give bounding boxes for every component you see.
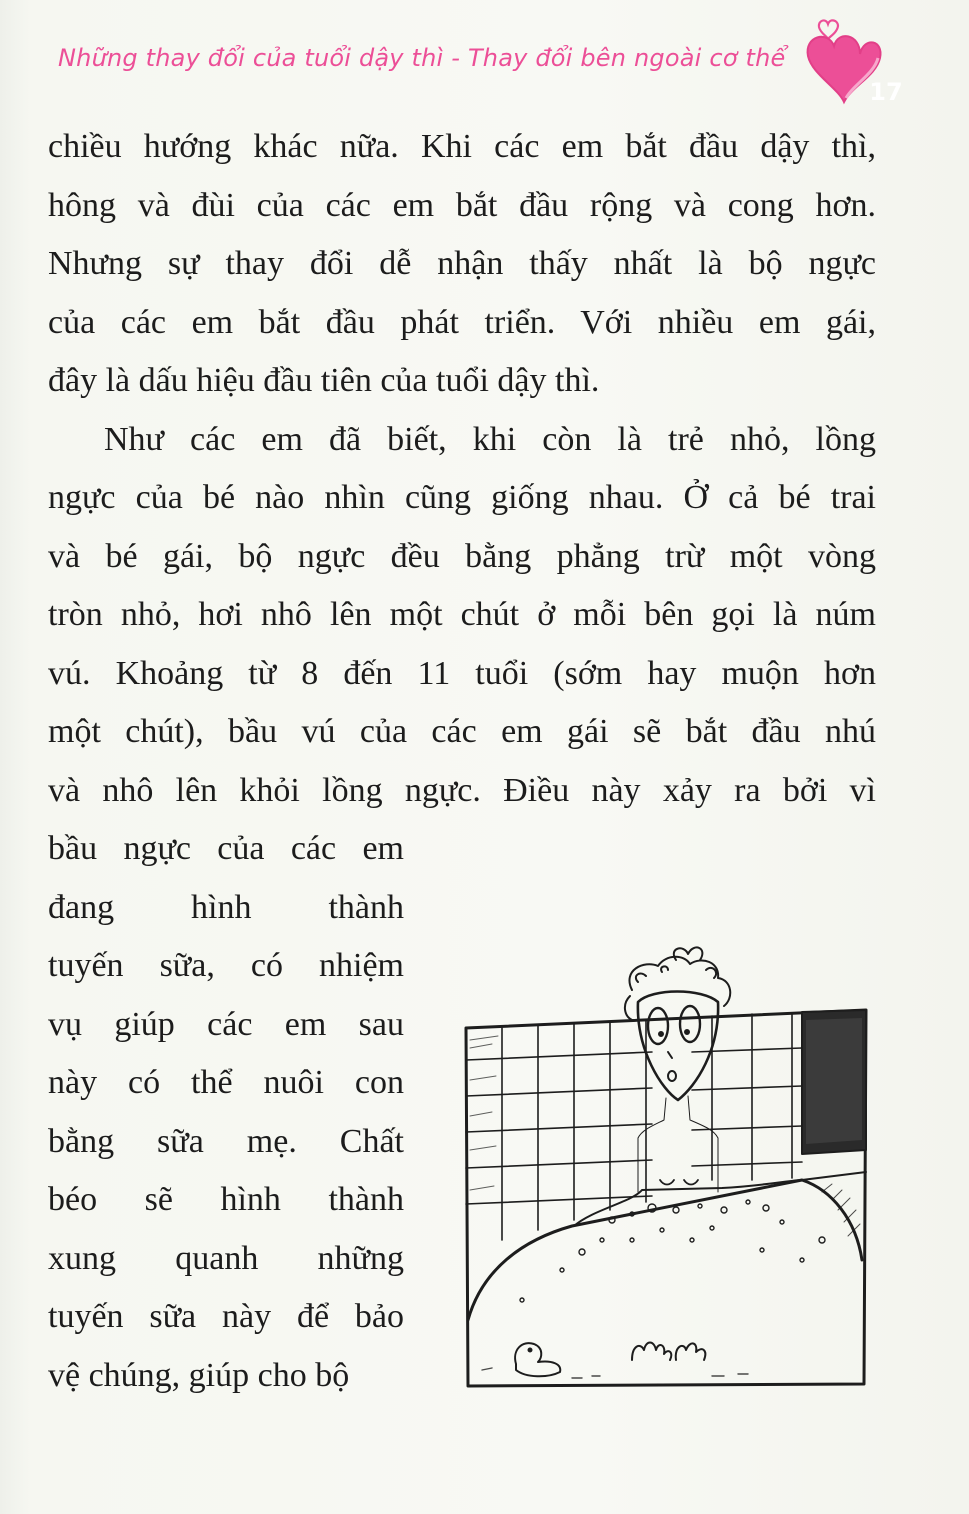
- text-line: vệ chúng, giúp cho bộ: [48, 1356, 350, 1394]
- text-line: béo sẽ hình thành: [48, 1181, 404, 1218]
- text-line: bầu ngực của các em: [48, 830, 404, 867]
- running-title: Những thay đổi của tuổi dậy thì - Thay đổi bên ngoài cơ thể: [58, 44, 786, 72]
- text-line: hông và đùi của các em bắt đầu rộng và cong hơn.: [48, 186, 876, 224]
- text-line: và nhô lên khỏi lồng ngực. Điều này xảy ra bởi vì: [48, 771, 876, 809]
- text-line: vụ giúp các em sau: [48, 1005, 404, 1043]
- text-line: Nhưng sự thay đổi dễ nhận thấy nhất là bộ ngực: [48, 245, 876, 282]
- text-line: vú. Khoảng từ 8 đến 11 tuổi (sớm hay muộn hơn: [48, 654, 876, 692]
- running-header: [58, 36, 938, 106]
- text-line: đây là dấu hiệu đầu tiên của tuổi dậy thì.: [48, 362, 600, 399]
- text-line: đang hình thành: [48, 888, 404, 926]
- text-line: này có thể nuôi con: [48, 1064, 404, 1101]
- text-line: một chút), bầu vú của các em gái sẽ bắt đầu nhú: [48, 713, 876, 750]
- text-line: ngực của bé nào nhìn cũng giống nhau. Ở cả bé trai: [48, 479, 876, 516]
- text-line: tuyến sữa, có nhiệm: [48, 947, 404, 984]
- paragraph-1: [48, 118, 876, 411]
- text-line: và bé gái, bộ ngực đều bằng phẳng trừ một vòng: [48, 537, 876, 575]
- girl-in-bathtub-illustration: [462, 940, 872, 1390]
- text-line: tuyến sữa này để bảo: [48, 1298, 404, 1335]
- text-line: Như các em đã biết, khi còn là trẻ nhỏ, lồng: [104, 420, 876, 458]
- page-number: 17: [869, 78, 903, 106]
- text-line: tròn nhỏ, hơi nhô lên một chút ở mỗi bên gọi là núm: [48, 596, 876, 633]
- text-line: bằng sữa mẹ. Chất: [48, 1122, 404, 1160]
- text-line: chiều hướng khác nữa. Khi các em bắt đầu dậy thì,: [48, 128, 876, 165]
- text-line: của các em bắt đầu phát triển. Với nhiều em gái,: [48, 303, 876, 341]
- text-line: xung quanh những: [48, 1239, 404, 1277]
